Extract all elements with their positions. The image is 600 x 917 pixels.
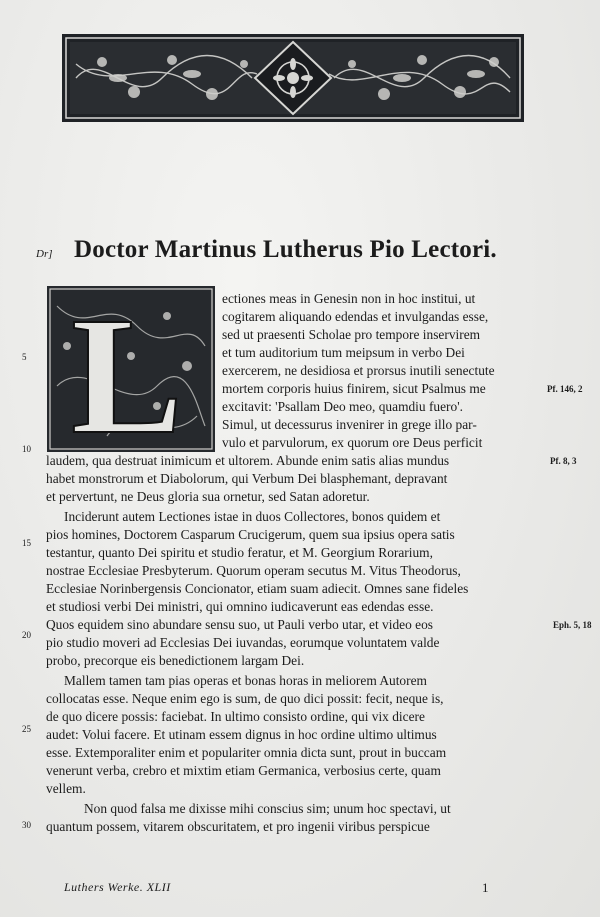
text-line: Ecclesiae Norinbergensis Concionator, etiam suam adiecit. Omnes sane fideles	[46, 581, 469, 596]
text-line: Quos equidem sino abundare sensu suo, ut Pauli verbo utar, et video eos	[46, 617, 433, 632]
header-ornament	[62, 34, 524, 122]
text-line: testantur, quanto Dei spiritu et studio feratur, et M. Georgium Rorarium,	[46, 545, 433, 560]
text-line: cogitarem aliquando edendas et invulgandas esse,	[222, 309, 489, 324]
text-line: collocatas esse. Neque enim ego is sum, de quo dici possit: fecit, neque is,	[46, 691, 444, 706]
page-title: Doctor Martinus Lutherus Pio Lectori.	[74, 236, 497, 263]
text-line: et tum auditorium tum meipsum in verbo Dei	[222, 345, 465, 360]
text-line: pio studio moveri ad Ecclesias Dei iuvandas, eorumque voluntatem valde	[46, 635, 440, 650]
text-line: esse. Extemporaliter enim et populariter omnia dicta sunt, prout in buccam	[46, 745, 447, 760]
margin-reference: Pf. 8, 3	[550, 456, 577, 466]
text-line: vellem.	[46, 781, 86, 796]
decorated-initial-l	[47, 286, 215, 452]
margin-reference: Pf. 146, 2	[547, 384, 583, 394]
text-line: nostrae Ecclesiae Presbyterum. Quorum operam secutus M. Vitus Theodorus,	[46, 563, 461, 578]
text-line: venerunt verba, crebro et mixtim etiam Germanica, verbosius certe, quam	[46, 763, 441, 778]
text-line: Inciderunt autem Lectiones istae in duos Collectores, bonos quidem et	[64, 509, 441, 524]
line-number: 30	[22, 820, 31, 830]
line-number: 25	[22, 724, 31, 734]
text-line: Mallem tamen tam pias operas et bonas horas in meliorem Autorem	[64, 673, 427, 688]
text-line: ectiones meas in Genesin non in hoc institui, ut	[222, 291, 476, 306]
text-line: sed ut praesenti Scholae pro tempore inservirem	[222, 327, 481, 342]
text-line: mortem corporis huius finirem, sicut Psalmus me	[222, 381, 486, 396]
text-line: quantum possem, vitarem obscuritatem, et pro ingenii viribus perspicue	[46, 819, 430, 834]
text-line: et pervertunt, ne Deus gloria sua ornetur, sed Satan adoretur.	[46, 489, 370, 504]
text-line: pios homines, Doctorem Casparum Crucigerum, quem sua ipsius opera satis	[46, 527, 455, 542]
line-number: 20	[22, 630, 31, 640]
line-number: 5	[22, 352, 27, 362]
source-sigla: Dr]	[36, 248, 53, 260]
line-number: 15	[22, 538, 31, 548]
line-number: 10	[22, 444, 31, 454]
text-line: et studiosi verbi Dei ministri, qui omnino iudicaverunt eas edendas esse.	[46, 599, 434, 614]
text-line: Simul, ut decessurus invenirer in grege illo par-	[222, 417, 477, 432]
page-number: 1	[482, 880, 489, 895]
margin-reference: Eph. 5, 18	[553, 620, 592, 630]
text-line: excitavit: 'Psallam Deo meo, quamdiu fuero'.	[222, 399, 463, 414]
text-line: Non quod falsa me dixisse mihi conscius sim; unum hoc spectavi, ut	[84, 801, 451, 816]
text-line: audet: Volui facere. Et utinam essem dignus in hoc ordine ultimo ultimus	[46, 727, 437, 742]
text-line: laudem, qua destruat inimicum et ultorem. Abunde enim satis alias mundus	[46, 453, 450, 468]
text-line: exercerem, ne desidiosa et prorsus inutili senectute	[222, 363, 495, 378]
initial-letter: L	[71, 286, 184, 452]
text-line: vulo et parvulorum, ex quorum ore Deus perficit	[222, 435, 483, 450]
text-line: habet monstrorum et Diabolorum, qui Verbum Dei blasphemant, depravant	[46, 471, 448, 486]
text-line: probo, precorque eis benedictionem largam Dei.	[46, 653, 305, 668]
text-line: de quo dicere possis: faciebat. In ultimo consisto ordine, qui vix dicere	[46, 709, 425, 724]
running-footer: Luthers Werke. XLII	[64, 880, 171, 894]
